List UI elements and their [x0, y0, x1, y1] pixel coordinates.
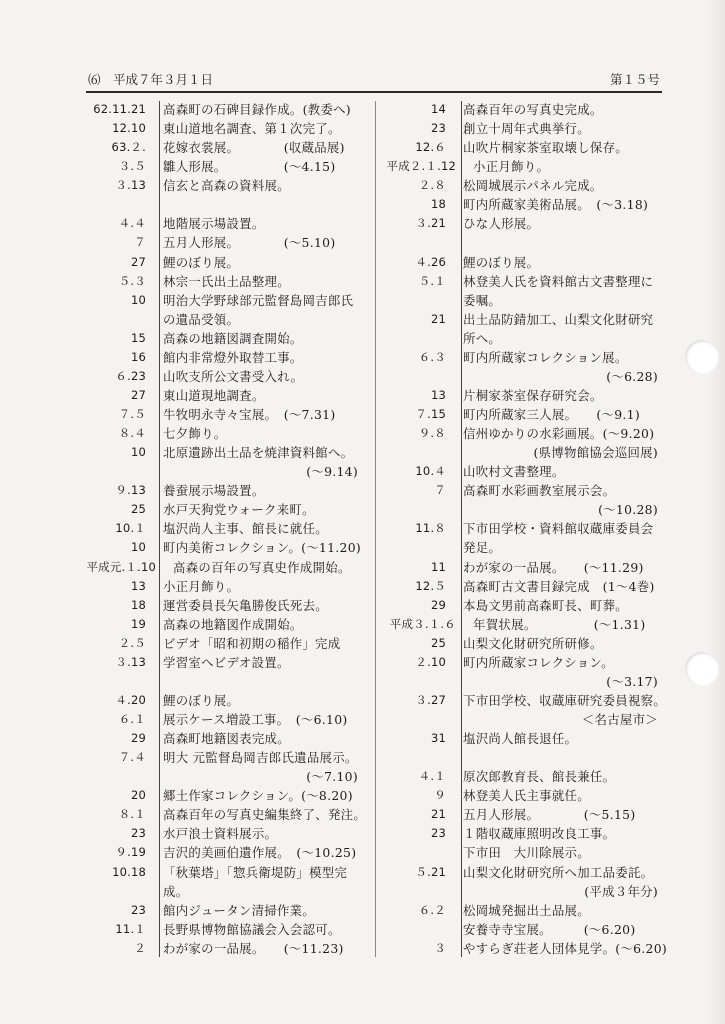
chronology-entry [386, 254, 662, 271]
entry-text: 高森町水彩画教室展示会。 [463, 483, 616, 499]
chronology-entry [386, 406, 662, 423]
chronology-entry [86, 844, 362, 861]
chronology-entry [386, 273, 662, 290]
chronology-entry [386, 806, 662, 823]
issue-date: ⑹ 平成７年３月１日 [88, 72, 214, 87]
entry-date: 13 [130, 578, 146, 593]
entry-date: ２ [134, 940, 146, 955]
chronology-entry [386, 749, 662, 766]
chronology-entry [86, 806, 367, 823]
entry-date: ６.２ [418, 902, 446, 917]
entry-date: 23 [430, 826, 446, 841]
chronology-entry [86, 101, 362, 118]
chronology-entry [86, 940, 362, 957]
page-header [88, 70, 660, 90]
entry-date: 63.２. [111, 140, 146, 155]
entry-date: 11.８ [415, 521, 446, 536]
entry-date: 11.１ [115, 921, 146, 936]
chronology-entry [86, 120, 362, 137]
chronology-entry [386, 463, 662, 480]
entry-text: 町内所蔵家コレクション。 [463, 654, 614, 670]
entry-text: 高森の百年の写真史作成開始。 [173, 559, 351, 575]
entry-text: 学習室へビデオ設置。 [163, 654, 290, 670]
chronology-entry [386, 501, 662, 518]
entry-text: わが家の一品展。 (〜11.29) [463, 559, 644, 575]
chronology-entry [86, 616, 362, 633]
entry-text: 創立十周年式典挙行。 [463, 121, 590, 137]
chronology-entry [86, 673, 362, 690]
entry-date: 平成２.１.12 [386, 159, 456, 174]
chronology-entry [86, 578, 362, 595]
chronology-entry [86, 482, 362, 499]
entry-text: 水戸浪士資料展示。 [163, 826, 278, 842]
chronology-entry [86, 368, 362, 385]
chronology-entry [86, 635, 362, 652]
chronology-entry [386, 139, 662, 156]
entry-date: ２.10 [415, 654, 446, 669]
entry-date: ９.19 [115, 845, 146, 860]
entry-date: ４.１ [418, 769, 446, 784]
entry-text: 所へ。 [463, 330, 502, 346]
entry-date: ３.13 [115, 178, 146, 193]
entry-text: (〜7.10) [306, 769, 358, 785]
entry-text: 七夕飾り。 [163, 426, 227, 442]
chronology-entry [86, 749, 362, 766]
chronology-entry [386, 425, 662, 442]
chronology-entry [86, 292, 362, 309]
chronology-entry [386, 864, 662, 881]
entry-text: １階収蔵庫照明改良工事。 [463, 826, 616, 842]
entry-text: 花嫁衣裳展。 (収蔵品展) [163, 140, 345, 156]
entry-text: 館内非常燈外取替工事。 [163, 349, 303, 365]
entry-date: ４.26 [415, 254, 446, 269]
entry-date: 12.５ [415, 578, 446, 593]
entry-text: 町内美術コレクション。(〜11.20) [163, 540, 362, 556]
chronology-entry [86, 349, 362, 366]
entry-text: 水戸天狗党ウォーク来町。 [163, 502, 315, 518]
punch-hole [685, 340, 719, 374]
entry-text: 安養寺寺宝展。 (〜6.20) [463, 921, 636, 937]
chronology-entry [386, 883, 662, 900]
entry-text: 運営委員長矢亀勝俊氏死去。 [163, 597, 328, 613]
chronology-entry [386, 101, 662, 118]
entry-text: 出土品防錆加工、山梨文化財研究 [463, 311, 654, 327]
chronology-entry [86, 444, 362, 461]
entry-date: ９.８ [418, 426, 446, 441]
entry-date: ６.23 [115, 368, 146, 383]
entry-date: ７.４ [118, 750, 146, 765]
entry-text: 郷土作家コレクション。(〜8.20) [163, 788, 353, 804]
entry-text: 林宗一氏出土品整理。 [163, 273, 290, 289]
chronology-entry [386, 177, 662, 194]
chronology-entry [86, 273, 362, 290]
entry-text: 明治大学野球部元監督島岡吉郎氏 [163, 292, 354, 308]
entry-date: ３.27 [415, 692, 446, 707]
chronology-entry [386, 673, 662, 690]
entry-text: 高森の地籍図調査開始。 [163, 330, 303, 346]
entry-date: 23 [130, 826, 146, 841]
entry-date: ３.13 [115, 654, 146, 669]
entry-text: 高森町地籍図表完成。 [163, 731, 290, 747]
entry-text: (〜6.28) [606, 368, 658, 384]
entry-text: 山梨文化財研究所へ加工品委託。 [463, 864, 654, 880]
entry-date: 10 [130, 540, 146, 555]
entry-date: 平成３.１.６ [389, 616, 456, 631]
entry-date: 13 [430, 387, 446, 402]
entry-date: ９.13 [115, 483, 146, 498]
entry-date: 23 [130, 902, 146, 917]
chronology-entry [86, 539, 362, 556]
entry-text: 林登美人氏を資料館古文書整理に [463, 273, 654, 289]
entry-text: 林登美人氏主事就任。 [463, 788, 590, 804]
chronology-entry [86, 177, 362, 194]
entry-text: やすらぎ荘老人団体見学。(〜6.20) [463, 940, 668, 956]
entry-date: ６.３ [418, 349, 446, 364]
entry-date: 19 [130, 616, 146, 631]
chronology-entry [386, 120, 662, 137]
entry-text: 館内ジュータン清掃作業。 [163, 902, 316, 918]
chronology-entry [386, 539, 662, 556]
entry-date: 25 [430, 635, 446, 650]
entry-date: 29 [130, 731, 146, 746]
entry-text: ビデオ「昭和初期の稲作」完成 [163, 635, 341, 651]
entry-date: ２.８ [418, 178, 446, 193]
entry-text: 展示ケース増設工事。 (〜6.10) [163, 712, 348, 727]
entry-text: 松岡城発掘出土品展。 [463, 902, 590, 918]
chronology-entry [86, 196, 362, 213]
entry-date: 25 [130, 502, 146, 517]
entry-text: 雛人形展。 (〜4.15) [163, 159, 336, 175]
chronology-entry [386, 330, 662, 347]
chronology-entry [386, 578, 662, 595]
chronology-entry [386, 215, 662, 232]
scan-edge-shadow [707, 0, 725, 1024]
entry-date: ７.５ [118, 407, 146, 421]
entry-date: 11 [430, 559, 446, 574]
chronology-entry [86, 215, 362, 232]
chronology-entry [386, 768, 662, 785]
chronology-entry [386, 616, 662, 633]
entry-text: 山吹村文書整理。 [463, 464, 565, 480]
entry-text: 五月人形展。 (〜5.15) [463, 807, 636, 823]
entry-text: 町内所蔵家三人展。 (〜9.1) [463, 407, 640, 422]
entry-text: 年賀状展。 (〜1.31) [473, 616, 646, 632]
chronology-entry [86, 463, 362, 480]
entry-text: 高森の地籍図作成開始。 [163, 616, 303, 632]
chronology-entry [86, 730, 362, 747]
entry-text: 信州ゆかりの水彩画展。(〜9.20) [463, 426, 655, 442]
chronology-column-right [386, 101, 668, 957]
entry-text: 下市田学校・資料館収蔵庫委員会 [463, 521, 654, 537]
chronology-entry [386, 597, 662, 614]
chronology-entry [386, 711, 662, 728]
chronology-entry [386, 787, 662, 804]
entry-text: 地階展示場設置。 [163, 216, 265, 232]
entry-text: 高森町の石碑目録作成。(教委へ) [163, 102, 351, 117]
entry-date: 18 [130, 597, 146, 612]
entry-text: 東山道現地調査。 [163, 387, 265, 403]
entry-text: 山吹支所公文書受入れ。 [163, 368, 304, 384]
entry-text: 小正月飾り。 [473, 159, 550, 175]
entry-text: 北原遺跡出土品を焼津資料館へ。 [163, 445, 354, 461]
chronology-entry [86, 311, 362, 328]
chronology-entry [86, 825, 362, 842]
chronology-entry [86, 330, 362, 347]
entry-date: 29 [430, 597, 446, 612]
entry-text: 明大 元監督島岡吉郎氏遺品展示。 [163, 750, 358, 766]
chronology-entry [86, 787, 362, 804]
chronology-entry [386, 292, 662, 309]
chronology-entry [386, 921, 662, 938]
entry-text: 吉沢的美画伯遺作展。 (〜10.25) [163, 845, 357, 861]
entry-date: ８.１ [118, 807, 146, 822]
entry-date: 12.６ [415, 140, 446, 155]
entry-text: 長野県博物館協議会入会認可。 [163, 921, 341, 937]
entry-date: 12.10 [112, 121, 146, 136]
entry-date: ６.１ [118, 712, 146, 726]
chronology-entry [86, 711, 362, 728]
entry-text: ひな人形展。 [463, 216, 540, 232]
chronology-entry [86, 921, 362, 938]
chronology-entry [386, 635, 662, 652]
entry-date: 27 [130, 387, 146, 402]
entry-text: 委嘱。 [463, 292, 502, 308]
entry-date: ５.３ [118, 273, 146, 288]
chronology-entry [386, 692, 667, 709]
chronology-entry [86, 902, 362, 919]
entry-text: 片桐家茶室保存研究会。 [463, 387, 603, 403]
chronology-entry [86, 864, 362, 881]
entry-text: 東山道地名調査、第１次完了。 [163, 121, 341, 137]
issue-number: 第１５号 [609, 72, 660, 87]
chronology-entry [86, 234, 362, 251]
chronology-entry [386, 730, 662, 747]
entry-text: 高森百年の写真史編集終了、発注。 [163, 807, 367, 823]
chronology-column-left [86, 101, 367, 957]
entry-text: 「秋葉塔」「惣兵衛堤防」模型完 [163, 864, 348, 880]
column-divider [375, 101, 376, 957]
chronology-entry [386, 196, 662, 213]
entry-text: 鯉のぼり展。 [163, 692, 240, 708]
entry-date: ７ [434, 483, 446, 498]
entry-text: 塩沢尚人館長退任。 [463, 731, 578, 747]
entry-text: 鯉のぼり展。 [163, 254, 240, 270]
entry-date: 10 [130, 292, 146, 307]
entry-text: わが家の一品展。 (〜11.23) [163, 940, 344, 956]
entry-date: 21 [430, 807, 446, 822]
chronology-entry [86, 387, 362, 404]
entry-text: 信玄と高森の資料展。 [163, 178, 290, 194]
chronology-entry [386, 234, 662, 251]
entry-date: 21 [430, 311, 446, 326]
entry-text: (〜9.14) [306, 464, 358, 480]
chronology-entry [386, 844, 662, 861]
chronology-entry [386, 902, 662, 919]
entry-date: ４.20 [115, 692, 146, 707]
chronology-entry [386, 825, 662, 842]
entry-date: ５.１ [418, 273, 446, 288]
entry-date: 31 [430, 731, 446, 746]
entry-text: の遺品受領。 [163, 311, 240, 327]
entry-date: ８.４ [118, 426, 146, 441]
entry-text: 小正月飾り。 [163, 578, 240, 594]
entry-text: 牛牧明永寺々宝展。 (〜7.31) [163, 407, 336, 422]
entry-text: 下市田 大川除展示。 [463, 845, 590, 861]
entry-date: 16 [130, 349, 146, 364]
chronology-entry [386, 349, 662, 366]
entry-text: 松岡城展示パネル完成。 [463, 178, 603, 194]
entry-date: 62.11.21 [93, 102, 146, 116]
entry-date: 平成元.１.10 [86, 559, 156, 574]
chronology-entry [386, 654, 662, 671]
entry-date: ７.15 [415, 407, 446, 421]
entry-date: 23 [430, 121, 446, 136]
entry-date: ４.４ [118, 216, 146, 231]
entry-text: (〜3.17) [606, 673, 658, 689]
header-rule [86, 91, 662, 93]
entry-text: 塩沢尚人主事、館長に就任。 [163, 521, 328, 537]
entry-text: 発足。 [463, 540, 502, 556]
chronology-entry [86, 520, 362, 537]
punch-hole [685, 652, 719, 686]
chronology-entry [386, 520, 662, 537]
entry-text: 山梨文化財研究所研修。 [463, 635, 603, 651]
entry-text: (〜10.28) [598, 502, 658, 518]
chronology-entry [386, 559, 662, 576]
entry-text: 本島文男前高森町長、町葬。 [463, 597, 628, 613]
entry-date: ３ [434, 940, 446, 955]
chronology-entry [86, 597, 362, 614]
chronology-entry [86, 254, 362, 271]
chronology-entry [86, 883, 362, 900]
chronology-entry [386, 311, 662, 328]
entry-date: ５.21 [415, 864, 446, 879]
entry-text: 山吹片桐家茶室取壊し保存。 [463, 140, 628, 156]
chronology-entry [86, 559, 362, 576]
chronology-entry [386, 387, 662, 404]
entry-text: 高森百年の写真史完成。 [463, 102, 603, 117]
entry-text: 原次郎教育長、館長兼任。 [463, 769, 616, 785]
entry-date: 27 [130, 254, 146, 269]
entry-text: 鯉のぼり展。 [463, 254, 540, 270]
chronology-entry [386, 368, 662, 385]
entry-date: 10.４ [415, 464, 446, 479]
chronology-entry [386, 940, 668, 957]
entry-date: ９ [434, 788, 446, 803]
entry-text: 五月人形展。 (〜5.10) [163, 235, 336, 251]
entry-text: 養蚕展示場設置。 [163, 483, 265, 499]
chronology-entry [86, 654, 362, 671]
chronology-entry [86, 139, 362, 156]
entry-date: ７ [134, 235, 146, 250]
chronology-entry [86, 768, 362, 785]
entry-date: ３.５ [118, 159, 146, 174]
entry-date: 10.１ [115, 521, 146, 536]
entry-text: 町内所蔵家コレクション展。 [463, 349, 628, 365]
chronology-entry [86, 406, 362, 423]
entry-text: (県博物館協会巡回展) [533, 445, 658, 461]
chronology-entry [86, 425, 362, 442]
entry-date: ２.５ [118, 635, 146, 650]
chronology-entry [86, 501, 362, 518]
entry-date: 18 [430, 197, 446, 212]
entry-text: ＜名古屋市＞ [581, 712, 658, 727]
entry-date: 10 [130, 445, 146, 460]
chronology-entry [386, 444, 662, 461]
entry-date: 10.18 [112, 864, 146, 879]
entry-date: 20 [130, 788, 146, 803]
chronology-entry [386, 482, 662, 499]
entry-date: ３.21 [415, 216, 446, 231]
entry-text: (平成３年分) [584, 883, 658, 899]
entry-text: 町内所蔵家美術品展。 (〜3.18) [463, 197, 649, 213]
entry-text: 高森町古文書目録完成 (1〜4巻) [463, 578, 655, 594]
entry-text: 下市田学校、収蔵庫研究委員視察。 [463, 692, 667, 708]
chronology-entry [86, 158, 362, 175]
chronology-entry [86, 692, 362, 709]
entry-text: 成。 [163, 883, 189, 899]
entry-date: 14 [430, 102, 446, 116]
entry-date: 15 [130, 330, 146, 345]
chronology-entry [386, 158, 662, 175]
